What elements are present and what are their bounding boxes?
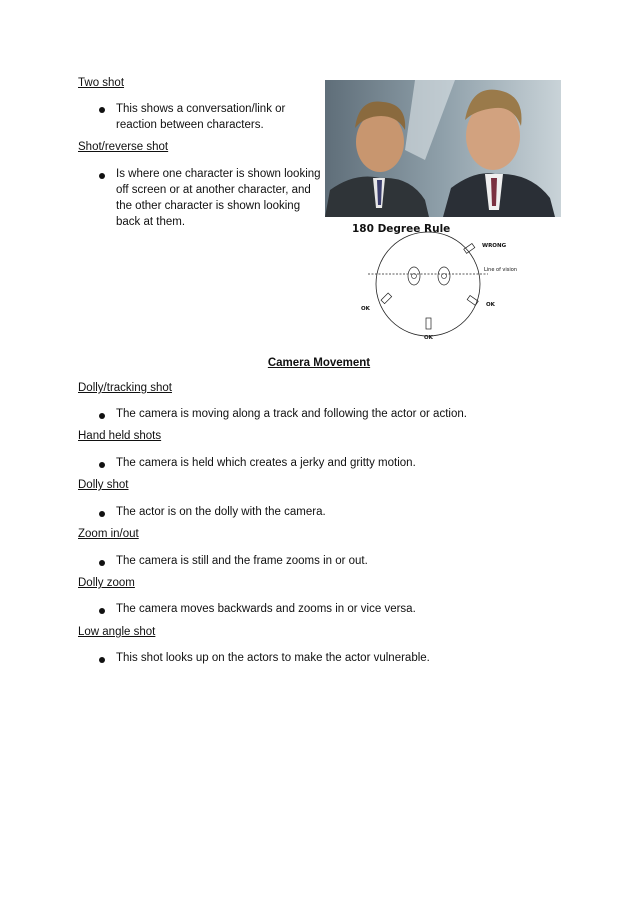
label-ok-right: OK <box>486 302 495 308</box>
bullet-dot <box>99 608 105 614</box>
heading-zoom: Zoom in/out <box>78 528 139 540</box>
heading-two-shot: Two shot <box>78 77 125 89</box>
heading-low-angle: Low angle shot <box>78 626 156 638</box>
dolly-shot-text: The actor is on the dolly with the camera. <box>116 506 326 518</box>
bullet-dot <box>99 462 105 468</box>
hand-held-text: The camera is held which creates a jerky and gritty motion. <box>116 457 416 469</box>
label-line-of-vision: Line of vision <box>484 267 517 273</box>
bullet-dot <box>99 657 105 663</box>
reverse-line-3: the other character is shown looking <box>116 200 301 212</box>
180-degree-rule-diagram <box>350 218 525 343</box>
label-ok-left: OK <box>361 306 370 312</box>
heading-dolly-shot: Dolly shot <box>78 479 129 491</box>
two-shot-line-1: This shows a conversation/link or <box>116 103 286 115</box>
camera-movement-title: Camera Movement <box>267 357 371 369</box>
heading-shot-reverse: Shot/reverse shot <box>78 141 169 153</box>
reverse-line-4: back at them. <box>116 216 186 228</box>
bullet-dot <box>99 560 105 566</box>
low-angle-text: This shot looks up on the actors to make the actor vulnerable. <box>116 652 430 664</box>
reverse-line-2: off screen or at another character, and <box>116 184 311 196</box>
heading-hand-held: Hand held shots <box>78 430 162 442</box>
zoom-text: The camera is still and the frame zooms in or out. <box>116 555 368 567</box>
bullet-dot <box>99 173 105 179</box>
label-ok-bottom: OK <box>424 335 433 341</box>
two-shot-line-2: reaction between characters. <box>116 119 264 131</box>
heading-dolly-tracking: Dolly/tracking shot <box>78 382 172 394</box>
bullet-dot <box>99 511 105 517</box>
heading-dolly-zoom: Dolly zoom <box>78 577 135 589</box>
diagram-title: 180 Degree Rule <box>352 223 451 235</box>
reverse-line-1: Is where one character is shown looking <box>116 168 321 180</box>
dolly-zoom-text: The camera moves backwards and zooms in or vice versa. <box>116 603 416 615</box>
bullet-dot <box>99 107 105 113</box>
two-shot-photo <box>325 80 561 217</box>
dolly-tracking-text: The camera is moving along a track and following the actor or action. <box>116 408 467 420</box>
bullet-dot <box>99 413 105 419</box>
label-wrong: WRONG <box>482 243 507 249</box>
